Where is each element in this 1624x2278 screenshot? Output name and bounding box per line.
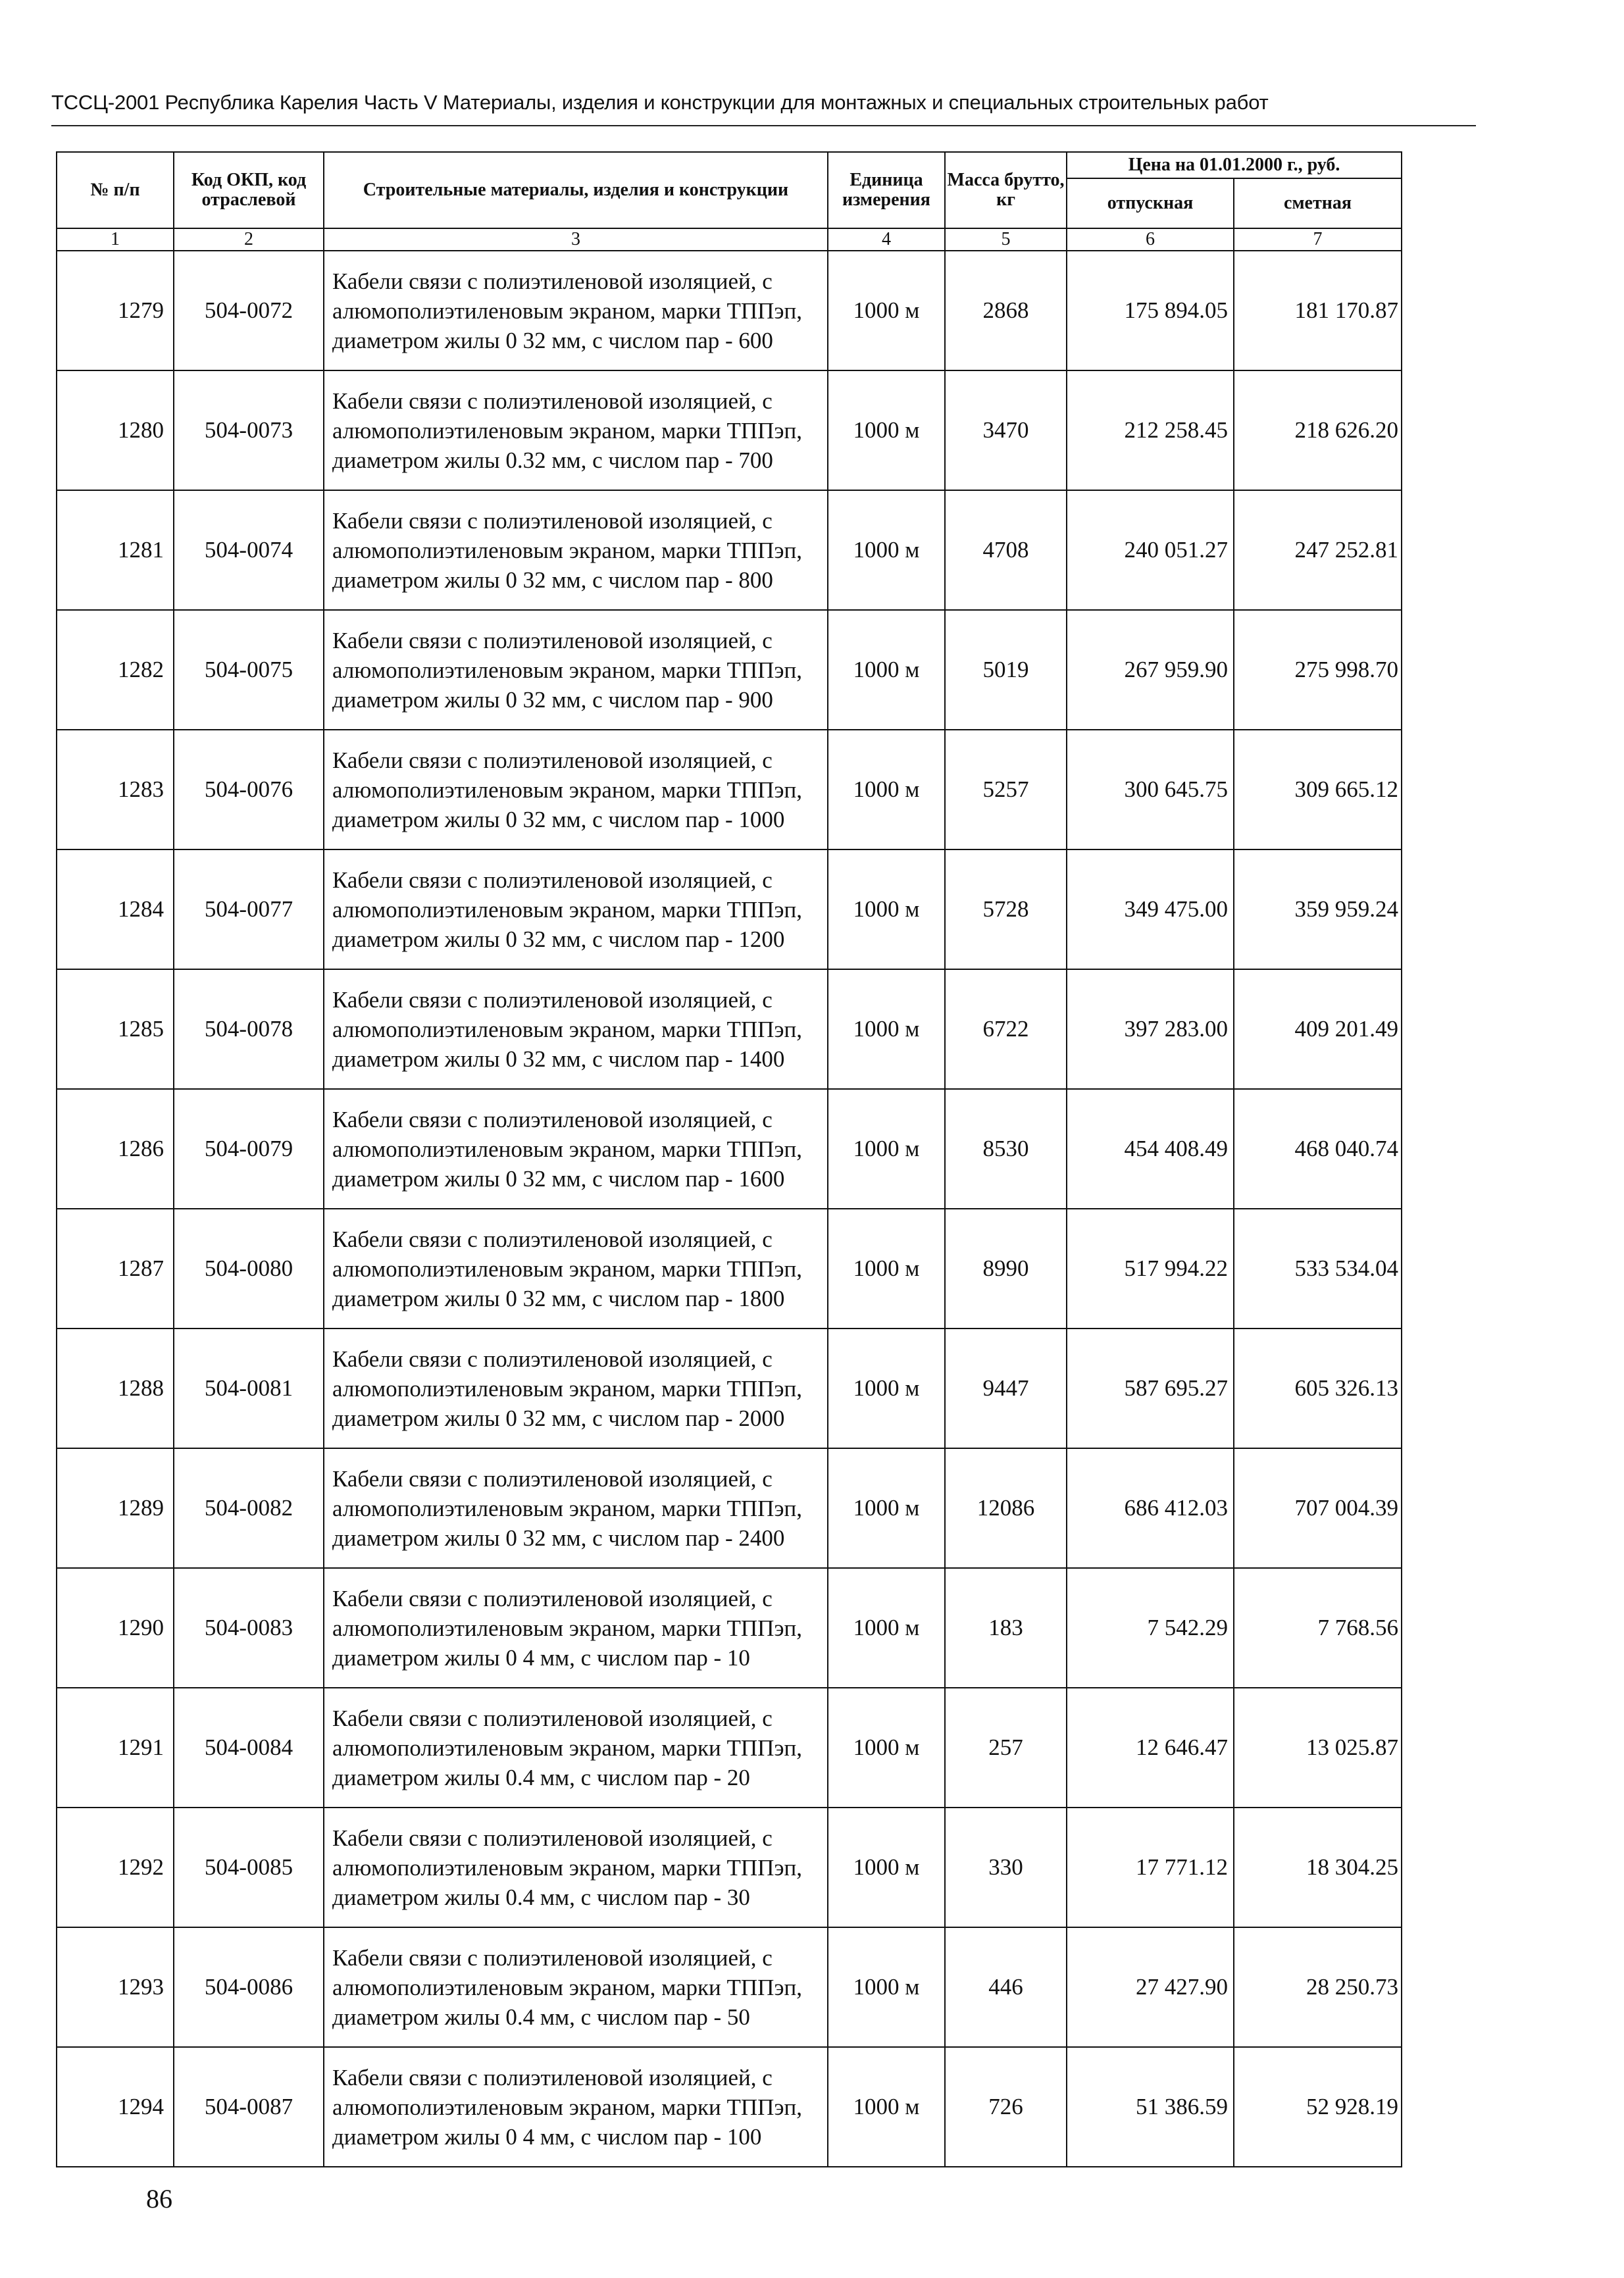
row-price-estimate: 275 998.70: [1234, 610, 1402, 730]
row-unit: 1000 м: [828, 1089, 945, 1209]
row-price-estimate: 52 928.19: [1234, 2047, 1402, 2167]
row-unit: 1000 м: [828, 849, 945, 969]
table-row: [57, 2047, 1402, 2167]
column-number: 5: [945, 228, 1067, 251]
row-price-release: 587 695.27: [1067, 1329, 1234, 1448]
page-number: 86: [146, 2184, 172, 2214]
row-mass: 5257: [945, 730, 1067, 849]
row-name: Кабели связи с полиэтиленовой изоляцией, с алюмополиэтиленовым экраном, марки ТППэп, диаметром жилы 0.4 мм, с числом пар - 30: [324, 1808, 828, 1927]
row-name: Кабели связи с полиэтиленовой изоляцией, с алюмополиэтиленовым экраном, марки ТППэп, диаметром жилы 0 32 мм, с числом пар - 1600: [324, 1089, 828, 1209]
row-name: Кабели связи с полиэтиленовой изоляцией, с алюмополиэтиленовым экраном, марки ТППэп, диаметром жилы 0 32 мм, с числом пар - 800: [324, 490, 828, 610]
row-code: 504-0083: [174, 1568, 324, 1688]
row-price-estimate: 7 768.56: [1234, 1568, 1402, 1688]
table-row: [57, 1688, 1402, 1808]
row-code: 504-0081: [174, 1329, 324, 1448]
row-mass: 4708: [945, 490, 1067, 610]
row-number: 1289: [57, 1448, 174, 1568]
row-price-estimate: 18 304.25: [1234, 1808, 1402, 1927]
row-mass: 6722: [945, 969, 1067, 1089]
table-row: [57, 610, 1402, 730]
running-header: ТССЦ-2001 Республика Карелия Часть V Материалы, изделия и конструкции для монтажных и специальных строительных работ: [51, 91, 1269, 114]
row-price-estimate: 218 626.20: [1234, 370, 1402, 490]
row-code: 504-0082: [174, 1448, 324, 1568]
column-number: 6: [1067, 228, 1234, 251]
row-mass: 5728: [945, 849, 1067, 969]
table-row: [57, 490, 1402, 610]
row-mass: 2868: [945, 251, 1067, 370]
header-num: № п/п: [57, 152, 174, 228]
table-body: [57, 251, 1402, 2167]
table-row: [57, 849, 1402, 969]
row-unit: 1000 м: [828, 1688, 945, 1808]
row-price-release: 517 994.22: [1067, 1209, 1234, 1329]
row-mass: 726: [945, 2047, 1067, 2167]
row-price-release: 397 283.00: [1067, 969, 1234, 1089]
row-name: Кабели связи с полиэтиленовой изоляцией, с алюмополиэтиленовым экраном, марки ТППэп, диаметром жилы 0 32 мм, с числом пар - 1200: [324, 849, 828, 969]
table-row: [57, 1329, 1402, 1448]
row-price-release: 212 258.45: [1067, 370, 1234, 490]
table-row: [57, 730, 1402, 849]
header-unit: Единица измерения: [828, 152, 945, 228]
row-code: 504-0074: [174, 490, 324, 610]
row-name: Кабели связи с полиэтиленовой изоляцией, с алюмополиэтиленовым экраном, марки ТППэп, диаметром жилы 0 32 мм, с числом пар - 2400: [324, 1448, 828, 1568]
row-number: 1290: [57, 1568, 174, 1688]
header-price-estimate: сметная: [1234, 178, 1402, 228]
row-name: Кабели связи с полиэтиленовой изоляцией, с алюмополиэтиленовым экраном, марки ТППэп, диаметром жилы 0 32 мм, с числом пар - 1800: [324, 1209, 828, 1329]
row-unit: 1000 м: [828, 610, 945, 730]
row-price-estimate: 181 170.87: [1234, 251, 1402, 370]
row-number: 1293: [57, 1927, 174, 2047]
row-mass: 12086: [945, 1448, 1067, 1568]
header-price-release: отпускная: [1067, 178, 1234, 228]
row-name: Кабели связи с полиэтиленовой изоляцией, с алюмополиэтиленовым экраном, марки ТППэп, диаметром жилы 0 32 мм, с числом пар - 1000: [324, 730, 828, 849]
row-code: 504-0080: [174, 1209, 324, 1329]
row-unit: 1000 м: [828, 730, 945, 849]
row-mass: 446: [945, 1927, 1067, 2047]
row-name: Кабели связи с полиэтиленовой изоляцией, с алюмополиэтиленовым экраном, марки ТППэп, диаметром жилы 0.4 мм, с числом пар - 50: [324, 1927, 828, 2047]
row-price-release: 300 645.75: [1067, 730, 1234, 849]
row-number: 1287: [57, 1209, 174, 1329]
row-price-release: 175 894.05: [1067, 251, 1234, 370]
row-price-release: 686 412.03: [1067, 1448, 1234, 1568]
row-price-estimate: 309 665.12: [1234, 730, 1402, 849]
price-table-container: [56, 151, 1401, 2167]
row-price-release: 454 408.49: [1067, 1089, 1234, 1209]
row-price-estimate: 409 201.49: [1234, 969, 1402, 1089]
row-price-estimate: 707 004.39: [1234, 1448, 1402, 1568]
row-unit: 1000 м: [828, 969, 945, 1089]
row-unit: 1000 м: [828, 1448, 945, 1568]
column-number: 2: [174, 228, 324, 251]
row-name: Кабели связи с полиэтиленовой изоляцией, с алюмополиэтиленовым экраном, марки ТППэп, диаметром жилы 0 32 мм, с числом пар - 2000: [324, 1329, 828, 1448]
row-mass: 8990: [945, 1209, 1067, 1329]
row-unit: 1000 м: [828, 2047, 945, 2167]
row-code: 504-0078: [174, 969, 324, 1089]
header-code: Код ОКП, код отраслевой: [174, 152, 324, 228]
row-unit: 1000 м: [828, 370, 945, 490]
table-row: [57, 1089, 1402, 1209]
row-unit: 1000 м: [828, 1927, 945, 2047]
row-number: 1284: [57, 849, 174, 969]
row-code: 504-0087: [174, 2047, 324, 2167]
table-row: [57, 1808, 1402, 1927]
column-number: 7: [1234, 228, 1402, 251]
row-price-release: 349 475.00: [1067, 849, 1234, 969]
row-mass: 9447: [945, 1329, 1067, 1448]
row-code: 504-0077: [174, 849, 324, 969]
row-code: 504-0076: [174, 730, 324, 849]
row-mass: 8530: [945, 1089, 1067, 1209]
row-unit: 1000 м: [828, 1209, 945, 1329]
row-unit: 1000 м: [828, 251, 945, 370]
column-number: 4: [828, 228, 945, 251]
row-number: 1282: [57, 610, 174, 730]
row-name: Кабели связи с полиэтиленовой изоляцией, с алюмополиэтиленовым экраном, марки ТППэп, диаметром жилы 0 32 мм, с числом пар - 600: [324, 251, 828, 370]
row-price-estimate: 28 250.73: [1234, 1927, 1402, 2047]
header-mass: Масса брутто, кг: [945, 152, 1067, 228]
row-mass: 5019: [945, 610, 1067, 730]
table-header: [57, 152, 1402, 251]
row-price-release: 12 646.47: [1067, 1688, 1234, 1808]
table-row: [57, 1927, 1402, 2047]
row-number: 1279: [57, 251, 174, 370]
row-price-estimate: 605 326.13: [1234, 1329, 1402, 1448]
row-mass: 257: [945, 1688, 1067, 1808]
table-row: [57, 1448, 1402, 1568]
row-price-estimate: 247 252.81: [1234, 490, 1402, 610]
row-unit: 1000 м: [828, 1808, 945, 1927]
column-number: 1: [57, 228, 174, 251]
table-row: [57, 251, 1402, 370]
row-price-estimate: 468 040.74: [1234, 1089, 1402, 1209]
row-price-estimate: 533 534.04: [1234, 1209, 1402, 1329]
row-price-release: 7 542.29: [1067, 1568, 1234, 1688]
row-mass: 330: [945, 1808, 1067, 1927]
row-unit: 1000 м: [828, 1568, 945, 1688]
row-code: 504-0085: [174, 1808, 324, 1927]
row-price-release: 51 386.59: [1067, 2047, 1234, 2167]
row-number: 1288: [57, 1329, 174, 1448]
column-number-row: [57, 228, 1402, 251]
row-name: Кабели связи с полиэтиленовой изоляцией, с алюмополиэтиленовым экраном, марки ТППэп, диаметром жилы 0 4 мм, с числом пар - 10: [324, 1568, 828, 1688]
table-row: [57, 1209, 1402, 1329]
header-price-group: Цена на 01.01.2000 г., руб.: [1067, 152, 1402, 178]
row-number: 1286: [57, 1089, 174, 1209]
row-price-release: 240 051.27: [1067, 490, 1234, 610]
table-row: [57, 370, 1402, 490]
row-name: Кабели связи с полиэтиленовой изоляцией, с алюмополиэтиленовым экраном, марки ТППэп, диаметром жилы 0 4 мм, с числом пар - 100: [324, 2047, 828, 2167]
price-table: [56, 151, 1402, 2167]
row-name: Кабели связи с полиэтиленовой изоляцией, с алюмополиэтиленовым экраном, марки ТППэп, диаметром жилы 0.4 мм, с числом пар - 20: [324, 1688, 828, 1808]
row-code: 504-0086: [174, 1927, 324, 2047]
table-row: [57, 969, 1402, 1089]
row-price-estimate: 13 025.87: [1234, 1688, 1402, 1808]
header-rule: [51, 125, 1476, 126]
row-number: 1294: [57, 2047, 174, 2167]
row-price-estimate: 359 959.24: [1234, 849, 1402, 969]
row-code: 504-0084: [174, 1688, 324, 1808]
row-number: 1292: [57, 1808, 174, 1927]
column-number: 3: [324, 228, 828, 251]
row-unit: 1000 м: [828, 1329, 945, 1448]
table-row: [57, 1568, 1402, 1688]
row-number: 1285: [57, 969, 174, 1089]
row-code: 504-0072: [174, 251, 324, 370]
row-code: 504-0079: [174, 1089, 324, 1209]
row-number: 1280: [57, 370, 174, 490]
row-code: 504-0075: [174, 610, 324, 730]
row-number: 1291: [57, 1688, 174, 1808]
row-price-release: 27 427.90: [1067, 1927, 1234, 2047]
row-number: 1283: [57, 730, 174, 849]
row-number: 1281: [57, 490, 174, 610]
row-name: Кабели связи с полиэтиленовой изоляцией, с алюмополиэтиленовым экраном, марки ТППэп, диаметром жилы 0 32 мм, с числом пар - 1400: [324, 969, 828, 1089]
row-unit: 1000 м: [828, 490, 945, 610]
row-code: 504-0073: [174, 370, 324, 490]
row-price-release: 267 959.90: [1067, 610, 1234, 730]
row-price-release: 17 771.12: [1067, 1808, 1234, 1927]
row-mass: 3470: [945, 370, 1067, 490]
row-name: Кабели связи с полиэтиленовой изоляцией, с алюмополиэтиленовым экраном, марки ТППэп, диаметром жилы 0 32 мм, с числом пар - 900: [324, 610, 828, 730]
row-mass: 183: [945, 1568, 1067, 1688]
row-name: Кабели связи с полиэтиленовой изоляцией, с алюмополиэтиленовым экраном, марки ТППэп, диаметром жилы 0.32 мм, с числом пар - 700: [324, 370, 828, 490]
header-name: Строительные материалы, изделия и конструкции: [324, 152, 828, 228]
